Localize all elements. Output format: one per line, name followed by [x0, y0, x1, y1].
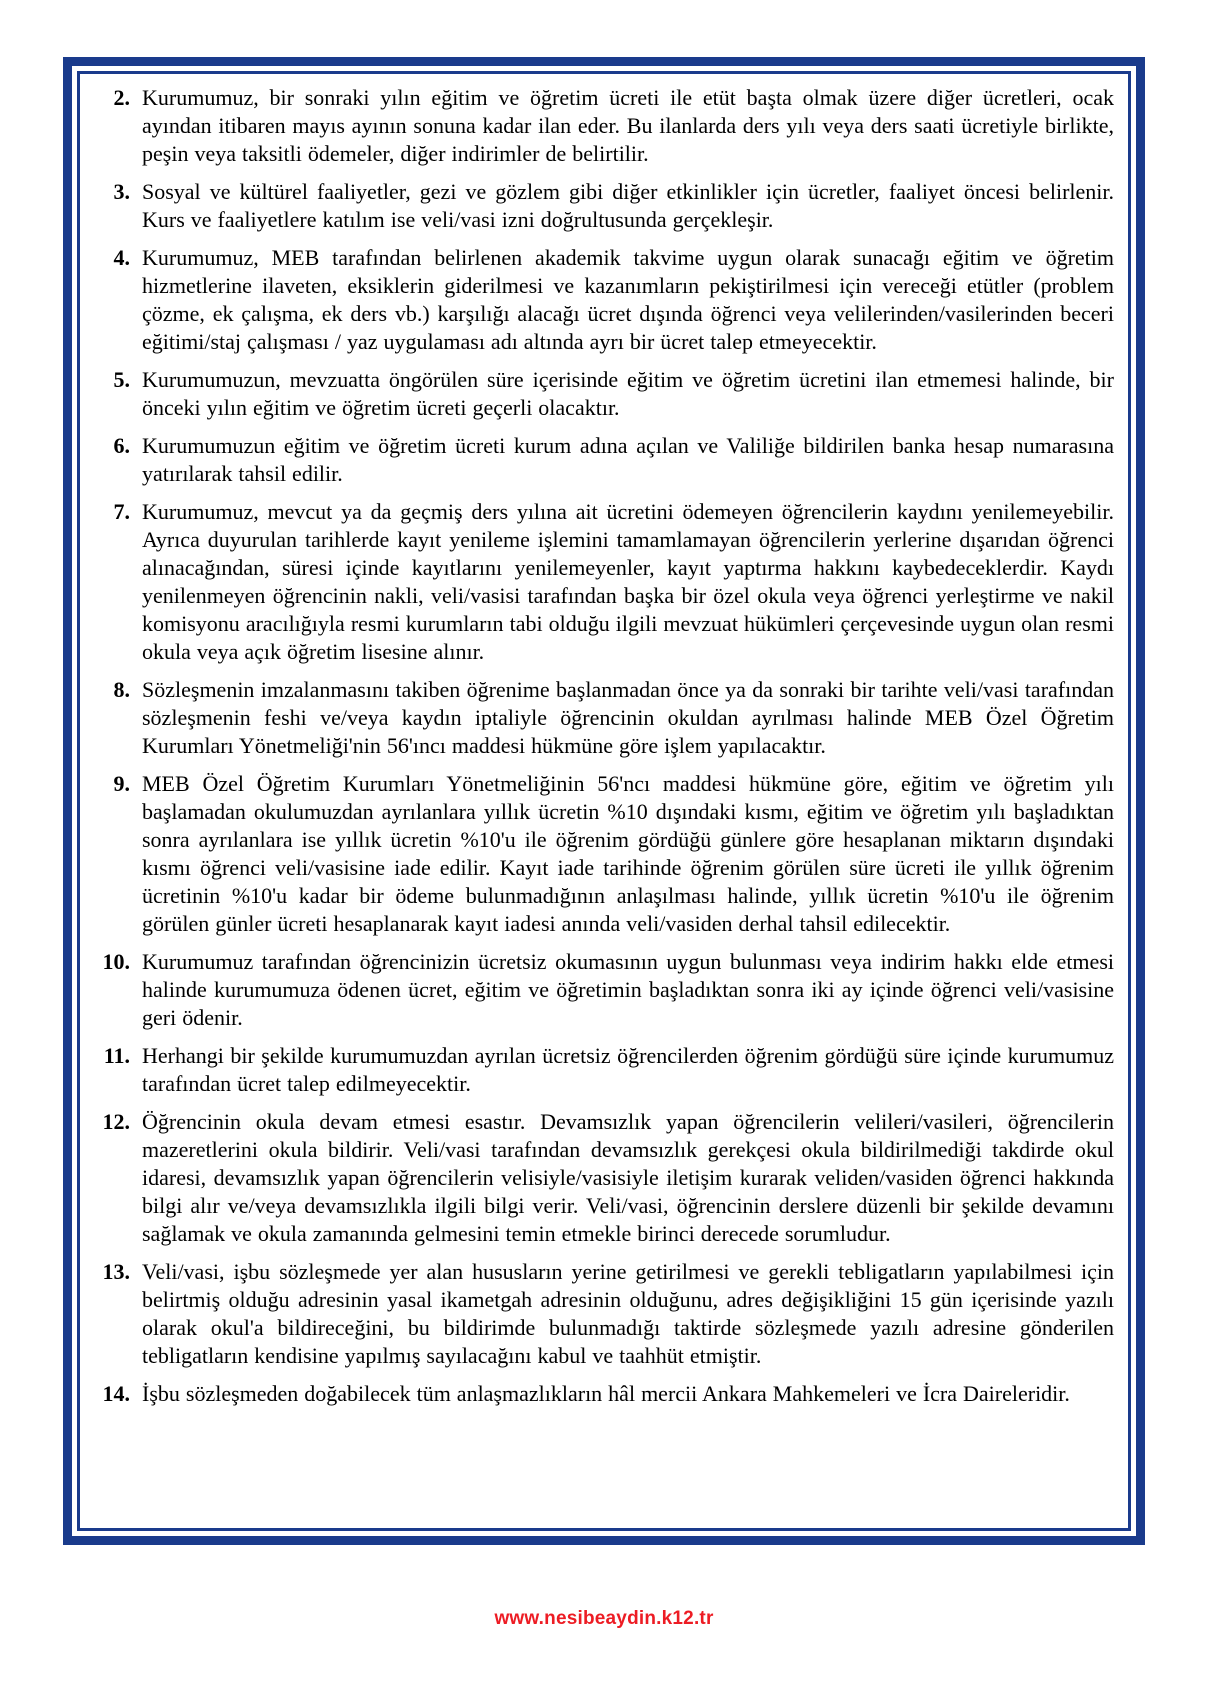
list-item — [96, 1108, 1114, 1248]
item-number: 2. — [113, 85, 130, 110]
website-url: www.nesibeaydin.k12.tr — [494, 1608, 714, 1629]
list-item — [96, 498, 1114, 666]
item-text: Sözleşmenin imzalanmasını takiben öğrenime başlanmadan önce ya da sonraki bir tarihte veli/vasi tarafından sözleşmenin feshi ve/veya kaydın iptaliyle öğrencinin okuldan ayrılması halinde MEB Özel Öğretim Kurumları Yönetmeliği'nin 56'ıncı maddesi hükmüne göre işlem yapılacaktır. — [142, 677, 1114, 758]
item-number: 5. — [113, 367, 130, 392]
item-text: Öğrencinin okula devam etmesi esastır. Devamsızlık yapan öğrencilerin velileri/vasileri, öğrencilerin mazeretlerini okula bildirir. Veli/vasi tarafından devamsızlık gerekçesi okula bildirilmediği takdirde okul idaresi, devamsızlık yapan öğrencilerin velisiyle/vasisiyle iletişim kurarak veliden/vasiden öğrenci hakkında bilgi alır ve/veya devamsızlıkla ilgili bilgi verir. Veli/vasi, öğrencinin derslere düzenli bir şekilde devamını sağlamak ve okula zamanında gelmesini temin etmekle birinci derecede sorumludur. — [142, 1109, 1114, 1246]
list-item — [96, 1380, 1114, 1408]
item-number: 9. — [113, 771, 130, 796]
list-item — [96, 84, 1114, 168]
list-item — [96, 676, 1114, 760]
item-text: İşbu sözleşmeden doğabilecek tüm anlaşmazlıkların hâl mercii Ankara Mahkemeleri ve İcra Daireleridir. — [142, 1381, 1070, 1406]
list-item — [96, 770, 1114, 938]
item-text: Kurumumuzun, mevzuatta öngörülen süre içerisinde eğitim ve öğretim ücretini ilan etmemesi halinde, bir önceki yılın eğitim ve öğretim ücreti geçerli olacaktır. — [142, 367, 1114, 420]
list-item — [96, 366, 1114, 422]
item-number: 3. — [113, 179, 130, 204]
list-item — [96, 178, 1114, 234]
list-item — [96, 1258, 1114, 1370]
item-text: Herhangi bir şekilde kurumumuzdan ayrılan ücretsiz öğrencilerden öğrenim gördüğü süre içinde kurumumuz tarafından ücret talep edilmeyecektir. — [142, 1043, 1114, 1096]
item-text: Sosyal ve kültürel faaliyetler, gezi ve gözlem gibi diğer etkinlikler için ücretler, faaliyet öncesi belirlenir. Kurs ve faaliyetlere katılım ise veli/vasi izni doğrultusunda gerçekleşir. — [142, 179, 1114, 232]
item-text: MEB Özel Öğretim Kurumları Yönetmeliğinin 56'ncı maddesi hükmüne göre, eğitim ve öğretim yılı başlamadan okulumuzdan ayrılanlara yıllık ücretin %10 dışındaki kısmı, eğitim ve öğretim yılı başladıktan sonra ayrılanlara ise yıllık ücretin %10'u ile öğrenim gördüğü günlere göre hesaplanan miktarın dışındaki kısmı öğrenci veli/vasisine iade edilir. Kayıt iade tarihinde öğrenim görülen süre ücreti ile yıllık öğrenim ücretinin %10'u kadar bir ödeme bulunmadığının anlaşılması halinde, yıllık ücretin %10'u ile öğrenim görülen günler ücreti hesaplanarak kayıt iadesi anında veli/vasiden derhal tahsil edilecektir. — [142, 771, 1114, 936]
item-number: 7. — [113, 499, 130, 524]
list-item — [96, 948, 1114, 1032]
item-number: 13. — [102, 1259, 130, 1284]
list-item — [96, 432, 1114, 488]
item-number: 4. — [113, 245, 130, 270]
contract-terms-list — [77, 71, 1131, 1531]
list-item — [96, 244, 1114, 356]
item-number: 8. — [113, 677, 130, 702]
item-text: Veli/vasi, işbu sözleşmede yer alan hususların yerine getirilmesi ve gerekli tebligatların yapılabilmesi için belirtmiş olduğu adresinin yasal ikametgah adresinin olduğunu, adres değişikliğini 15 gün içerisinde yazılı olarak okul'a bildireceğini, bu bildirimde bulunmadığı taktirde sözleşmede yazılı adresine gönderilen tebligatların kendisine yapılmış sayılacağını kabul ve taahhüt etmiştir. — [142, 1259, 1114, 1368]
item-text: Kurumumuzun eğitim ve öğretim ücreti kurum adına açılan ve Valiliğe bildirilen banka hesap numarasına yatırılarak tahsil edilir. — [142, 433, 1114, 486]
item-text: Kurumumuz, mevcut ya da geçmiş ders yılına ait ücretini ödemeyen öğrencilerin kaydını yenilemeyebilir. Ayrıca duyurulan tarihlerde kayıt yenileme işlemini tamamlamayan öğrencilerin yerlerine dışarıdan öğrenci alınacağından, süresi içinde kayıtlarını yenilemeyenler, kayıt yaptırma hakkını kaybedeceklerdir. Kaydı yenilenmeyen öğrencinin nakli, veli/vasisi tarafından başka bir özel okula veya öğrenci yerleştirme ve nakil komisyonu aracılığıyla resmi kurumların tabi olduğu ilgili mevzuat hükümleri çerçevesinde uygun olan resmi okula veya açık öğretim lisesine alınır. — [142, 499, 1114, 664]
list-item — [96, 1042, 1114, 1098]
item-number: 11. — [103, 1043, 130, 1068]
footer — [0, 1608, 1208, 1630]
item-number: 10. — [102, 949, 130, 974]
item-number: 14. — [102, 1381, 130, 1406]
item-text: Kurumumuz, bir sonraki yılın eğitim ve öğretim ücreti ile etüt başta olmak üzere diğer ücretleri, ocak ayından itibaren mayıs ayının sonuna kadar ilan eder. Bu ilanlarda ders yılı veya ders saati ücretiyle birlikte, peşin veya taksitli ödemeler, diğer indirimler de belirtilir. — [142, 85, 1114, 166]
item-text: Kurumumuz tarafından öğrencinizin ücretsiz okumasının uygun bulunması veya indirim hakkı elde etmesi halinde kurumumuza ödenen ücret, eğitim ve öğretimin başladıktan sonra iki ay içinde öğrenci veli/vasisine geri ödenir. — [142, 949, 1114, 1030]
item-number: 6. — [113, 433, 130, 458]
document-border-frame — [63, 57, 1145, 1545]
item-text: Kurumumuz, MEB tarafından belirlenen akademik takvime uygun olarak sunacağı eğitim ve öğretim hizmetlerine ilaveten, eksiklerin giderilmesi ve kazanımların pekiştirilmesi için vereceği etütler (problem çözme, ek çalışma, ek ders vb.) karşılığı alacağı ücret dışında öğrenci veya velilerinden/vasilerinden beceri eğitimi/staj çalışması / yaz uygulaması adı altında ayrı bir ücret talep etmeyecektir. — [142, 245, 1114, 354]
item-number: 12. — [102, 1109, 130, 1134]
